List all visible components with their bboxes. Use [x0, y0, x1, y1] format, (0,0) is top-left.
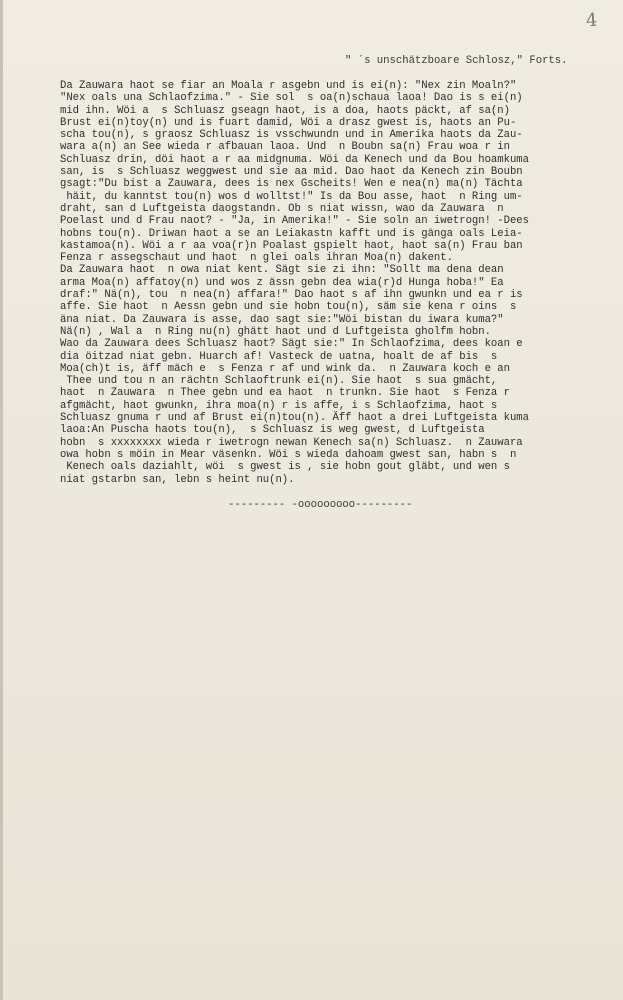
text-line: "Nex oals una Schlaofzima." - Sie sol s oa(n)schaua laoa! Dao is s ei(n) [60, 92, 523, 105]
text-line: Moa(ch)t is, äff mäch e s Fenza r af und wink da. n Zauwara koch e an [60, 362, 510, 375]
text-line: hobns tou(n). Driwan haot a se an Leiakastn kafft und is gänga oals Leia- [60, 227, 523, 240]
text-line: draf:" Nä(n), tou n nea(n) affara!" Dao haot s af ihn gwunkn und ea r is [60, 289, 523, 302]
text-line: Fenza r assegschaut und haot n glei oals ihran Moa(n) dakent. [60, 252, 453, 265]
text-line: mid ihn. Wöi a s Schluasz gseagn haot, is a doa, haots päckt, af sa(n) [60, 104, 510, 117]
handwritten-page-number: 4 [585, 9, 599, 32]
text-line: Poelast und d Frau naot? - "Ja, in Amerika!" - Sie soln an iwetrogn! -Dees [60, 215, 529, 228]
text-line: Schluasz gnuma r und af Brust ei(n)tou(n). Äff haot a drei Luftgeista kuma [60, 412, 529, 425]
text-line: Schluasz drin, döi haot a r aa midgnuma. Wöi da Kenech und da Bou hoamkuma [60, 153, 529, 166]
paper-edge [0, 0, 3, 1000]
end-divider: --------- -ooooooooo--------- [228, 499, 413, 511]
text-line: haot n Zauwara n Thee gebn und ea haot n trunkn. Sie haot s Fenza r [60, 387, 510, 400]
text-line: san, is s Schluasz weggwest und sie aa mid. Dao haot da Kenech zin Boubn [60, 166, 523, 179]
story-title: " ´s unschätzboare Schlosz," Forts. [345, 55, 568, 67]
text-line: arma Moa(n) affatoy(n) und wos z ässn gebn dea wia(r)d Hunga hoba!" Ea [60, 276, 504, 289]
text-line: afgmächt, haot gwunkn, ihra moa(n) r is affe, i s Schlaofzima, haot s [60, 399, 498, 412]
text-line: Da Zauwara haot se fiar an Moala r asgebn und is ei(n): "Nex zin Moaln?" [60, 80, 517, 92]
story-body [60, 80, 620, 486]
text-line: gsagt:"Du bist a Zauwara, dees is nex Gscheits! Wen e nea(n) ma(n) Tächta [60, 178, 523, 191]
text-line: Da Zauwara haot n owa niat kent. Sägt sie zi ihn: "Sollt ma dena dean [60, 264, 504, 277]
text-line: Wao da Zauwara dees Schluasz haot? Sägt sie:" In Schlaofzima, dees koan e [60, 338, 523, 351]
text-line: häit, du kanntst tou(n) wos d wolltst!" Is da Bou asse, haot n Ring um- [60, 190, 523, 203]
text-line: dia öitzad niat gebn. Huarch af! Vasteck de uatna, hoalt de af bis s [60, 350, 498, 363]
text-line: laoa:An Puscha haots tou(n), s Schluasz is weg gwest, d Luftgeista [60, 424, 485, 437]
text-line: Nä(n) , Wal a n Ring nu(n) ghätt haot und d Luftgeista gholfm hobn. [60, 325, 491, 338]
text-line: owa hobn s möin in Mear väsenkn. Wöi s wieda dahoam gwest san, habn s n [60, 448, 517, 461]
text-line: wara a(n) an See wieda r afbauan laoa. Und n Boubn sa(n) Frau woa r in [60, 141, 510, 154]
text-line: Brust ei(n)toy(n) und is fuart damid, Wöi a drasz gwest is, haots an Pu- [60, 116, 517, 129]
text-line: hobn s xxxxxxxx wieda r iwetrogn newan Kenech sa(n) Schluasz. n Zauwara [60, 436, 523, 449]
text-line: Kenech oals daziahlt, wöi s gwest is , sie hobn gout gläbt, und wen s [60, 461, 510, 474]
text-line: kastamoa(n). Wöi a r aa voa(r)n Poalast gspielt haot, haot sa(n) Frau ban [60, 239, 523, 252]
text-line: draht, san d Luftgeista daogstandn. Ob s niat wissn, wao da Zauwara n [60, 202, 504, 215]
text-line: äna niat. Da Zauwara is asse, dao sagt sie:"Wöi bistan du iwara kuma?" [60, 313, 504, 326]
text-line: affe. Sie haot n Aessn gebn und sie hobn tou(n), säm sie kena r oins s [60, 301, 517, 314]
text-line: niat gstarbn san, lebn s heint nu(n). [60, 473, 295, 486]
text-line: scha tou(n), s graosz Schluasz is vsschwundn und in Amerika haots da Zau- [60, 129, 523, 142]
text-line: Thee und tou n an rächtn Schlaoftrunk ei(n). Sie haot s sua gmächt, [60, 375, 498, 388]
